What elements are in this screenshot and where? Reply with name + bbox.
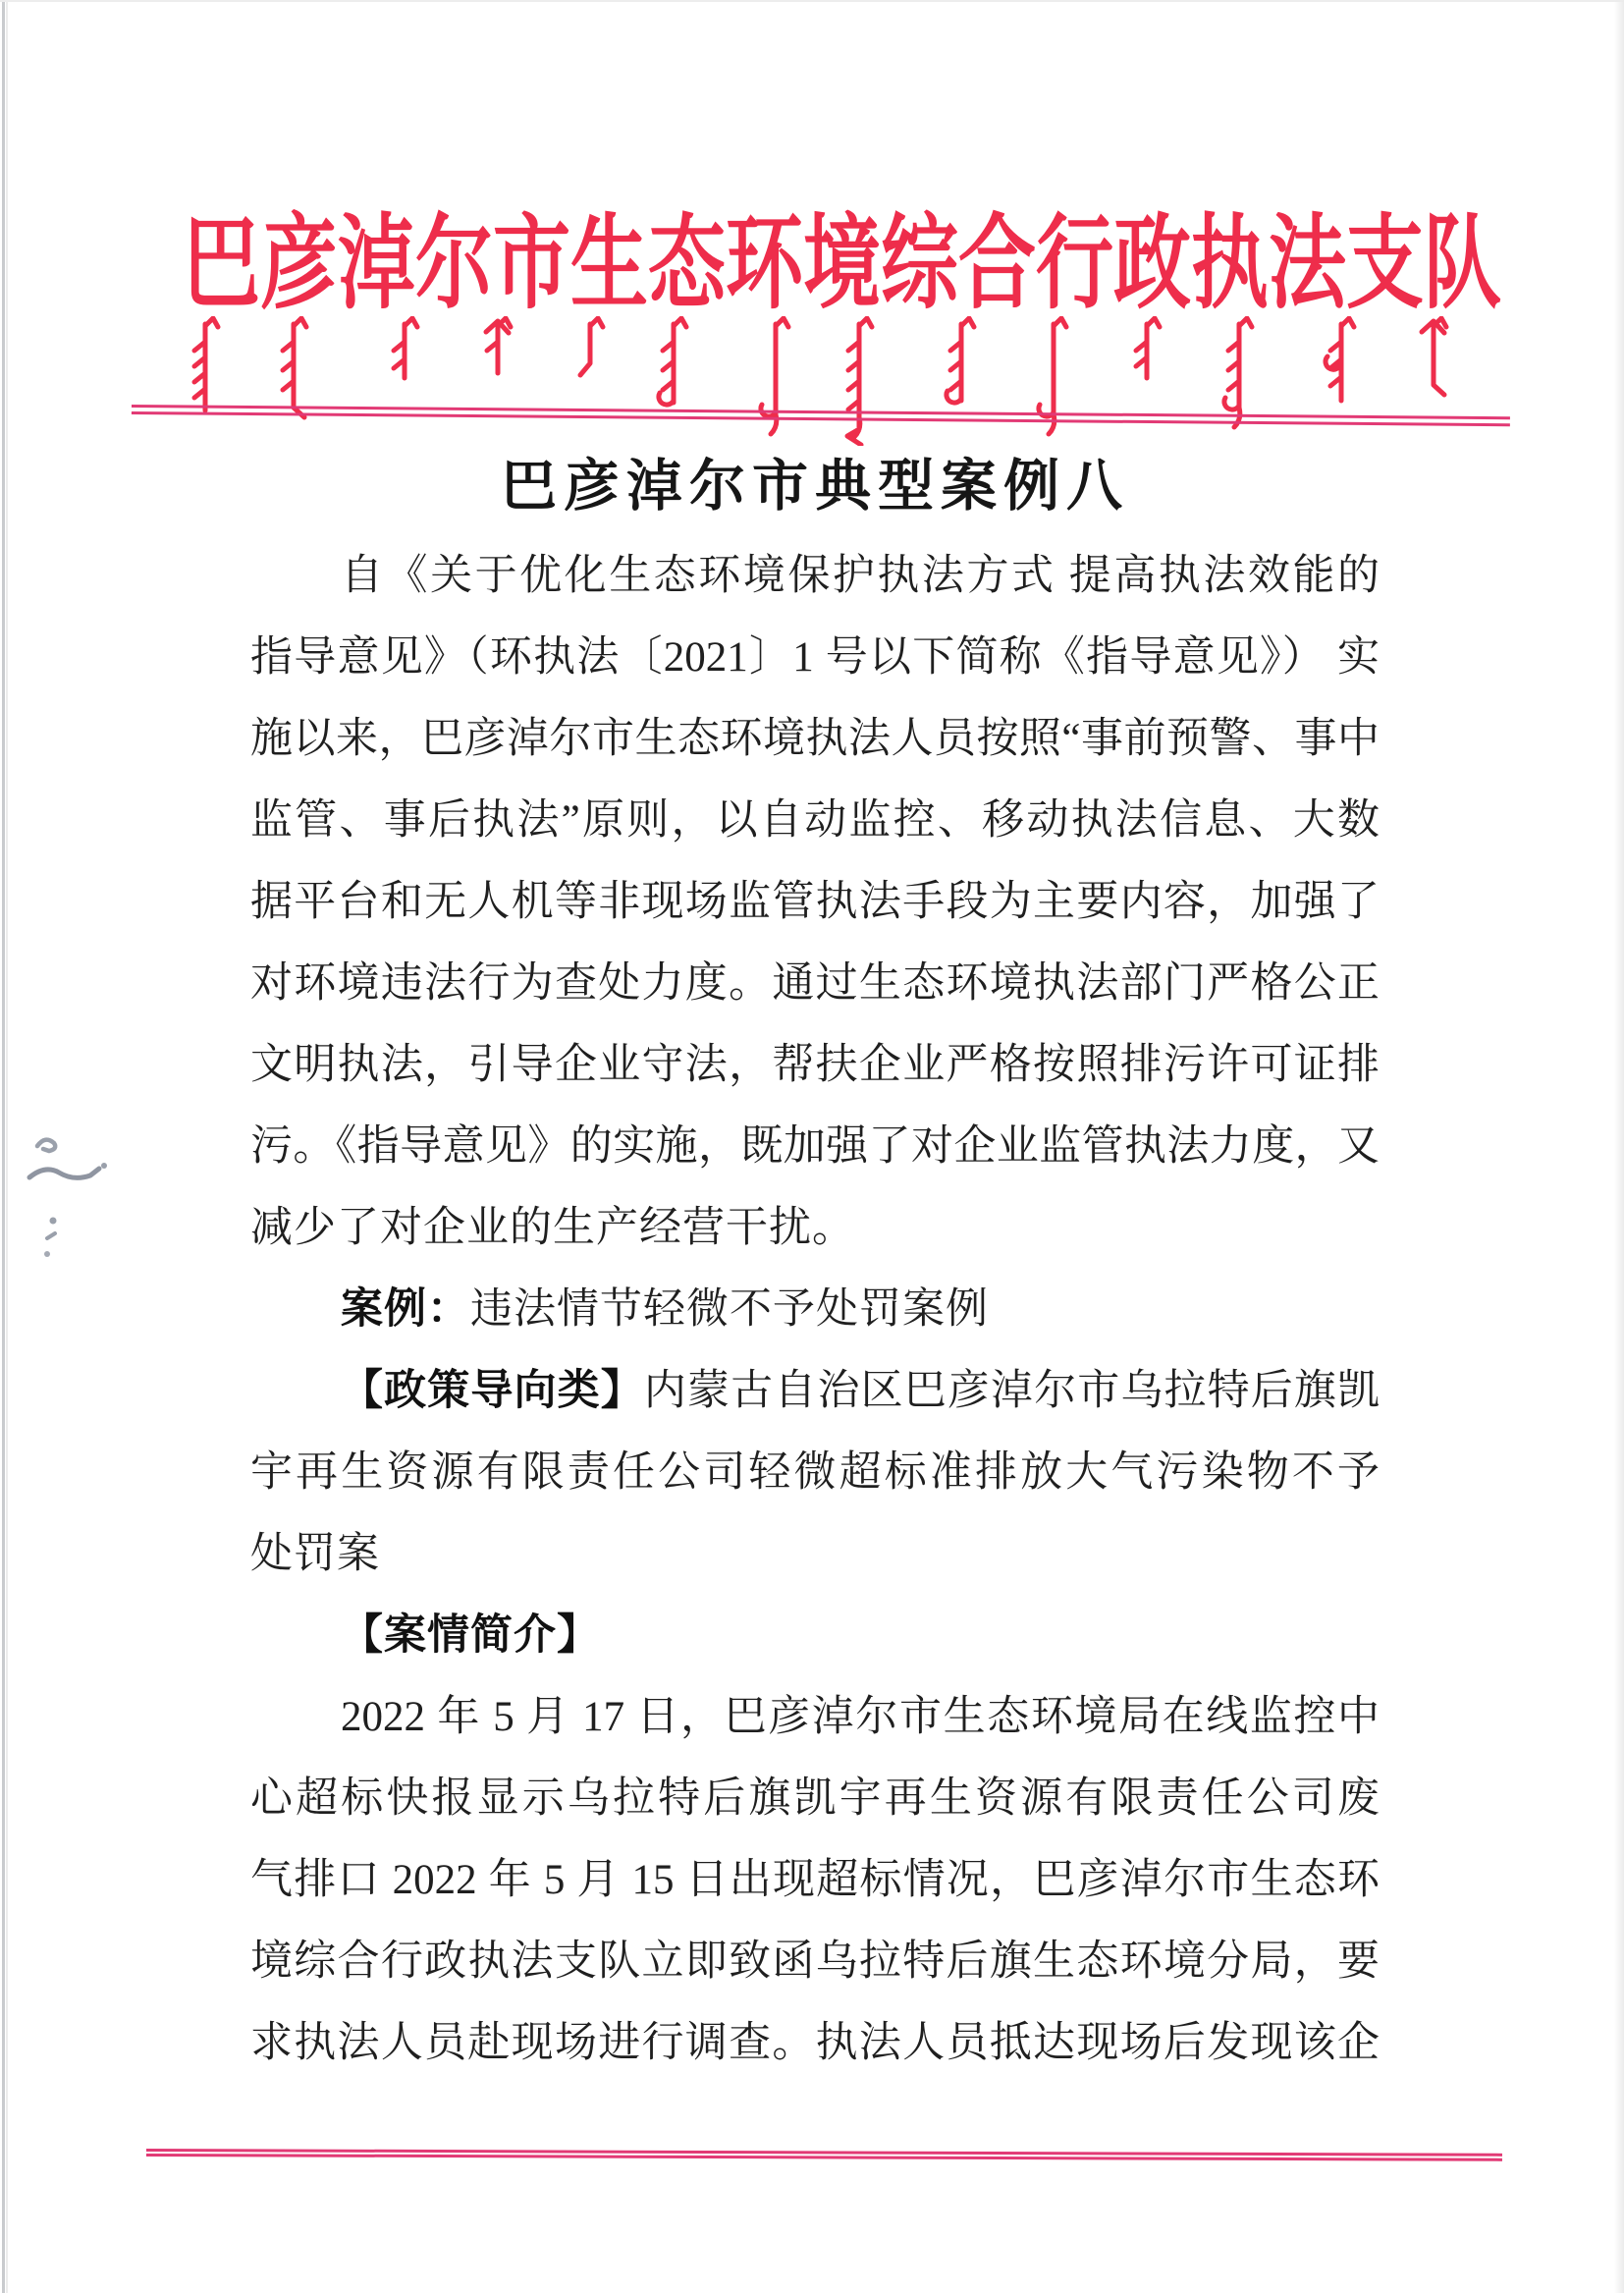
text-segment: 自《关于优化生态环境保护执法方式 提高执法效能的 [341,553,1380,599]
letterhead-character: 执 [1191,209,1269,322]
letterhead-org-name [183,181,1501,322]
text-segment: 境综合行政执法支队立即致函乌拉特后旗生态环境分局，要 [250,1938,1380,1985]
document-text-line [250,1106,1380,1187]
document-text-line [250,617,1380,698]
letterhead-character: 行 [1036,209,1113,322]
document-text-line [250,1024,1380,1106]
text-segment: 施以来，巴彦淖尔市生态环境执法人员按照“事前预警、事中 [250,716,1380,762]
document-text-line [250,1269,1380,1350]
text-segment: 求执法人员赴现场进行调查。执法人员抵达现场后发现该企 [250,2020,1380,2066]
document-text-line [250,1676,1380,1758]
document-text-line [250,1513,1380,1595]
footer-rule [146,2149,1502,2161]
top-scan-edge-line [0,0,1624,2]
document-text-line [250,535,1380,617]
text-segment: 减少了对企业的生产经营干扰。 [250,1205,855,1251]
letterhead-character: 合 [958,209,1036,322]
mongolian-script-strokes [194,318,1446,445]
bold-text-segment: 案例： [341,1286,470,1333]
text-segment: 违法情节轻微不予处罚案例 [470,1286,989,1333]
letterhead-character: 政 [1113,209,1191,322]
pen-smudge-marks [18,1115,135,1301]
document-text-line [250,943,1380,1024]
text-segment: 内蒙古自治区巴彦淖尔市乌拉特后旗凯 [643,1368,1380,1414]
mongolian-script-band [183,316,1469,446]
letterhead-character: 生 [570,209,648,322]
document-text-line [250,1187,1380,1269]
right-scan-edge-shadow [1614,0,1624,2293]
document-text-line [250,1921,1380,2002]
document-text-line [250,1595,1380,1676]
document-text-line [250,861,1380,943]
left-scan-edge-shadow [6,0,8,2293]
document-text-line [250,1350,1380,1432]
letterhead-character: 队 [1424,209,1501,322]
text-segment: 处罚案 [250,1531,380,1577]
document-text-line [250,698,1380,780]
letterhead-character: 尔 [415,209,493,322]
text-segment: 文明执法，引导企业守法，帮扶企业严格按照排污许可证排 [250,1042,1380,1088]
document-text-line [250,1758,1380,1839]
text-segment: 宇再生资源有限责任公司轻微超标准排放大气污染物不予 [250,1449,1380,1496]
letterhead-character: 巴 [183,209,260,322]
document-text-line [250,1839,1380,1921]
text-segment: 气排口 2022 年 5 月 15 日出现超标情况，巴彦淖尔市生态环 [250,1857,1380,1903]
letterhead-character: 综 [881,209,958,322]
bold-text-segment: 【案情简介】 [341,1612,600,1659]
document-text-line [250,2002,1380,2084]
text-segment: 指导意见》（环执法〔2021〕1 号以下简称《指导意见》） 实 [250,634,1380,681]
document-body [250,535,1380,2084]
text-segment: 心超标快报显示乌拉特后旗凯宇再生资源有限责任公司废 [250,1775,1380,1822]
letterhead-character: 支 [1346,209,1424,322]
document-text-line [250,1432,1380,1513]
text-segment: 对环境违法行为查处力度。通过生态环境执法部门严格公正 [250,960,1380,1007]
text-segment: 监管、事后执法”原则，以自动监控、移动执法信息、大数 [250,797,1380,844]
bold-text-segment: 【政策导向类】 [341,1368,644,1414]
letterhead-character: 态 [648,209,726,322]
text-segment: 2022 年 5 月 17 日，巴彦淖尔市生态环境局在线监控中 [341,1694,1380,1740]
letterhead-character: 市 [493,209,570,322]
letterhead-character: 彦 [260,209,338,322]
document-title: 巴彦淖尔市典型案例八 [501,456,1129,518]
document-text-line [250,780,1380,861]
letterhead-character: 境 [803,209,881,322]
letterhead-character: 法 [1269,209,1346,322]
letterhead-character: 环 [726,209,803,322]
letterhead-character: 淖 [338,209,415,322]
text-segment: 据平台和无人机等非现场监管执法手段为主要内容，加强了 [250,879,1380,925]
text-segment: 污。《指导意见》的实施，既加强了对企业监管执法力度，又 [250,1123,1380,1170]
left-scan-edge-line [2,0,5,2293]
